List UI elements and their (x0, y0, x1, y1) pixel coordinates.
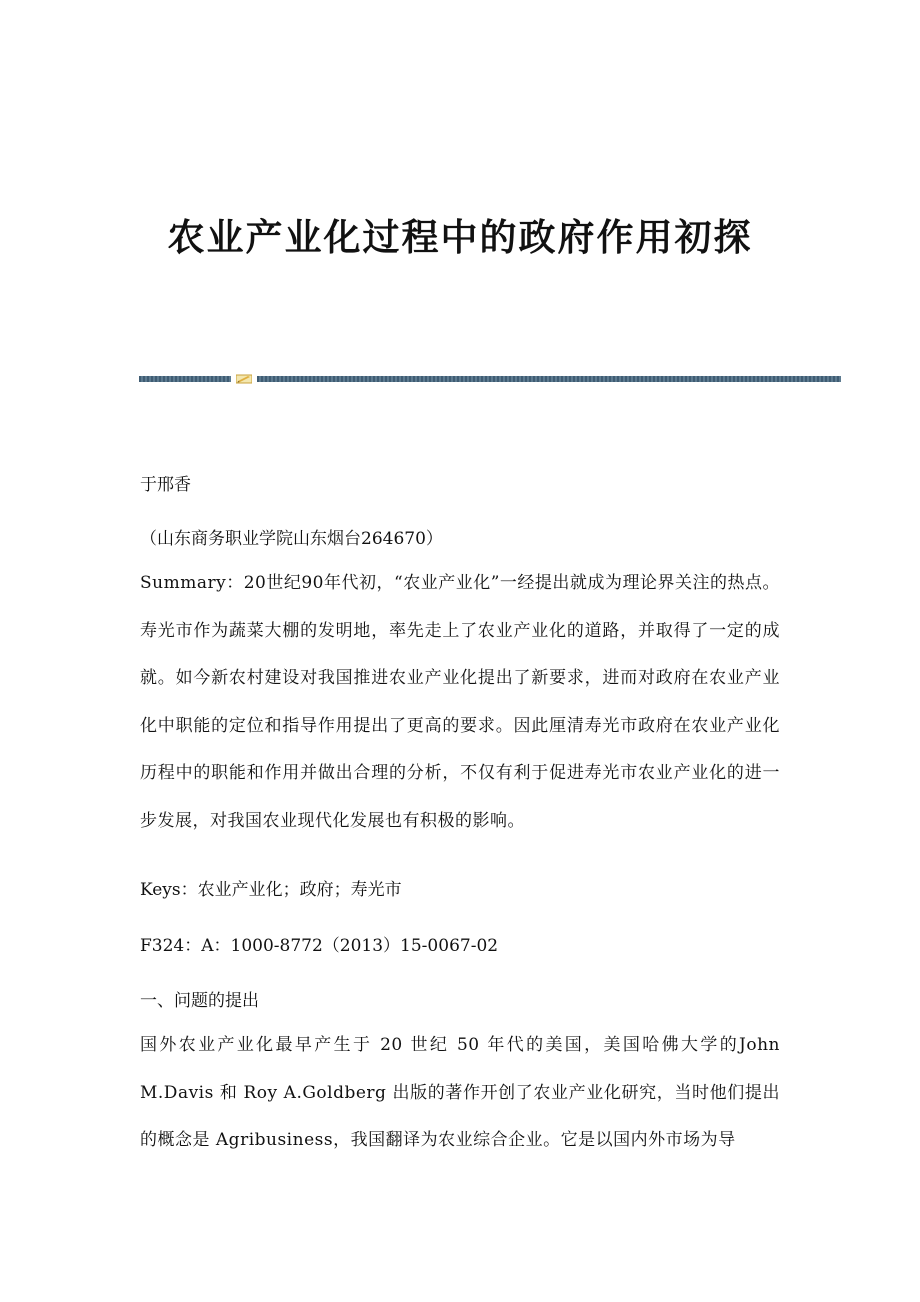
divider-left-bar (139, 376, 231, 382)
intro-paragraph: 国外农业产业化最早产生于 20 世纪 50 年代的美国，美国哈佛大学的John M.Davis 和 Roy A.Goldberg 出版的著作开创了农业产业化研究，当时他们提出的概念是 Agribusiness，我国翻译为农业综合企业。它是以国内外市场为导 (140, 1035, 780, 1150)
classification-line: F324：A：1000-8772（2013）15-0067-02 (140, 936, 499, 956)
divider-right-bar (257, 376, 841, 382)
author-affiliation: （山东商务职业学院山东烟台264670） (140, 529, 443, 549)
section-heading: 一、问题的提出 (140, 991, 259, 1011)
page-title: 农业产业化过程中的政府作用初探 (167, 215, 753, 259)
keywords-line: Keys：农业产业化；政府；寿光市 (140, 880, 402, 900)
title-divider (139, 374, 841, 384)
author-name: 于邢香 (140, 475, 191, 495)
abstract-paragraph: Summary：20世纪90年代初，“农业产业化”一经提出就成为理论界关注的热点。寿光市作为蔬菜大棚的发明地，率先走上了农业产业化的道路，并取得了一定的成就。如今新农村建设对我国推进农业产业化提出了新要求，进而对政府在农业产业化中职能的定位和指导作用提出了更高的要求。因此厘清寿光市政府在农业产业化历程中的职能和作用并做出合理的分析，不仅有利于促进寿光市农业产业化的进一步发展，对我国农业现代化发展也有积极的影响。 (140, 573, 780, 831)
pencil-emblem-icon (236, 374, 252, 384)
